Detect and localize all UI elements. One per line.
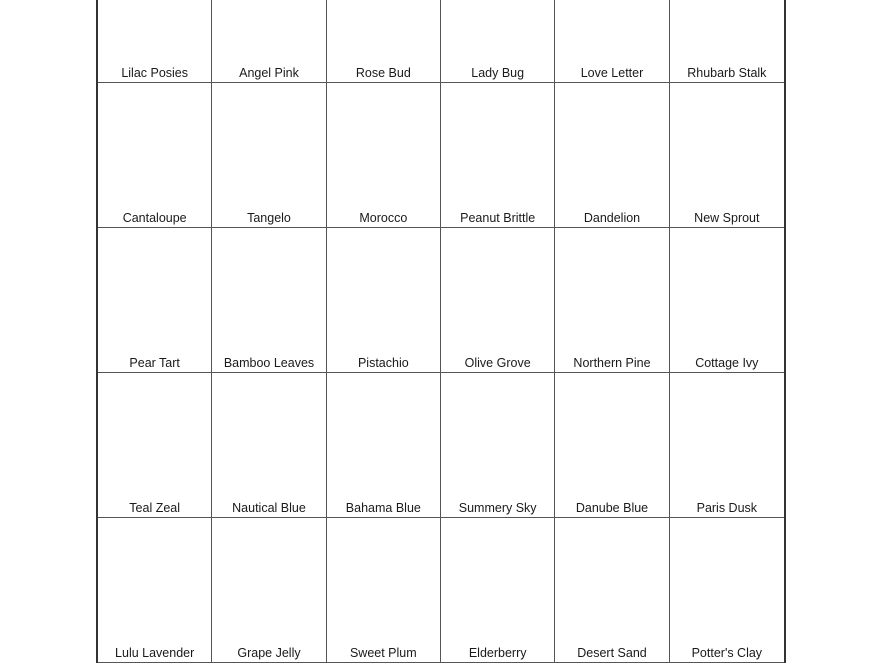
swatch-label: Lady Bug [471, 66, 525, 80]
swatch-label: Morocco [359, 211, 408, 225]
swatch-label: Summery Sky [458, 501, 537, 515]
swatch-label: Dandelion [583, 211, 641, 225]
swatch-label: Sweet Plum [349, 646, 417, 660]
swatch-cell [555, 228, 669, 373]
swatch-cell [555, 83, 669, 228]
swatch-cell [98, 83, 212, 228]
swatch-label: Teal Zeal [129, 501, 181, 515]
swatch-cell [98, 0, 212, 83]
swatch-label: Cottage Ivy [695, 356, 759, 370]
swatch-cell [555, 373, 669, 518]
swatch-label: Bahama Blue [345, 501, 421, 515]
swatch-grid [98, 0, 784, 663]
swatch-label: Bamboo Leaves [223, 356, 315, 370]
swatch-cell [441, 518, 555, 663]
swatch-cell [555, 0, 669, 83]
swatch-label: Rhubarb Stalk [687, 66, 767, 80]
swatch-label: New Sprout [694, 211, 760, 225]
swatch-label: Pear Tart [129, 356, 180, 370]
swatch-cell [555, 518, 669, 663]
swatch-cell [670, 228, 784, 373]
swatch-cell [441, 228, 555, 373]
swatch-label: Angel Pink [239, 66, 299, 80]
swatch-label: Grape Jelly [237, 646, 301, 660]
swatch-cell [670, 518, 784, 663]
swatch-cell [441, 83, 555, 228]
swatch-cell [441, 0, 555, 83]
swatch-cell [670, 373, 784, 518]
swatch-cell [327, 518, 441, 663]
swatch-cell [212, 0, 326, 83]
swatch-cell [670, 83, 784, 228]
swatch-label: Lulu Lavender [115, 646, 195, 660]
swatch-cell [327, 83, 441, 228]
swatch-label: Love Letter [580, 66, 644, 80]
swatch-sheet [96, 0, 786, 663]
swatch-label: Rose Bud [355, 66, 411, 80]
swatch-label: Lilac Posies [121, 66, 189, 80]
swatch-cell [212, 518, 326, 663]
swatch-cell [98, 228, 212, 373]
swatch-cell [212, 83, 326, 228]
swatch-cell [212, 228, 326, 373]
swatch-label: Danube Blue [575, 501, 649, 515]
swatch-label: Pistachio [357, 356, 409, 370]
swatch-label: Tangelo [247, 211, 291, 225]
swatch-label: Peanut Brittle [460, 211, 536, 225]
swatch-label: Olive Grove [464, 356, 531, 370]
swatch-label: Nautical Blue [232, 501, 306, 515]
swatch-cell [670, 0, 784, 83]
swatch-label: Northern Pine [573, 356, 651, 370]
swatch-label: Desert Sand [577, 646, 647, 660]
swatch-label: Cantaloupe [122, 211, 187, 225]
swatch-cell [327, 373, 441, 518]
swatch-cell [98, 373, 212, 518]
swatch-label: Elderberry [468, 646, 527, 660]
swatch-cell [327, 0, 441, 83]
swatch-label: Potter's Clay [691, 646, 763, 660]
swatch-label: Paris Dusk [696, 501, 758, 515]
swatch-cell [212, 373, 326, 518]
swatch-cell [441, 373, 555, 518]
swatch-cell [98, 518, 212, 663]
swatch-cell [327, 228, 441, 373]
